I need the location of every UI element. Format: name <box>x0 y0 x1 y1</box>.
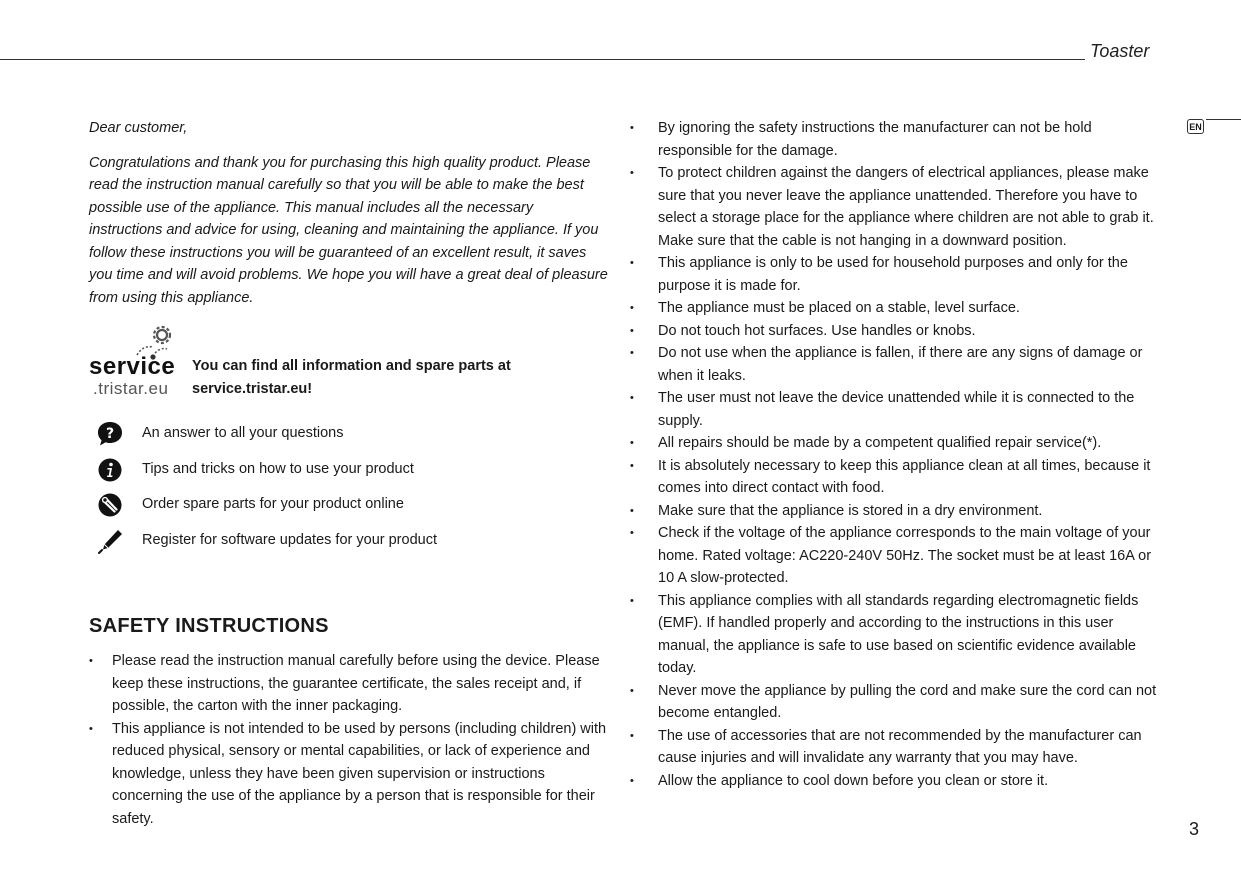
safety-item: • Never move the appliance by pulling the cord and make sure the cord can not become entangled. <box>630 680 1160 725</box>
page-number: 3 <box>1189 819 1200 839</box>
pen-icon <box>97 528 123 554</box>
safety-item: • The user must not leave the device unattended while it is connected to the supply. <box>630 387 1160 432</box>
safety-list-right <box>630 117 1160 792</box>
safety-item: • Do not touch hot surfaces. Use handles or knobs. <box>630 320 1160 343</box>
service-block <box>89 321 609 421</box>
safety-list-left <box>89 650 609 830</box>
language-badge: EN <box>1187 119 1204 134</box>
safety-item: • By ignoring the safety instructions the manufacturer can not be hold responsible for the damage. <box>630 117 1160 162</box>
feature-item <box>89 528 609 564</box>
feature-item <box>89 457 609 493</box>
greeting: Dear customer, <box>89 120 188 136</box>
safety-item: • Do not use when the appliance is fallen, if there are any signs of damage or when it leaks. <box>630 342 1160 387</box>
service-info-link[interactable]: service.tristar.eu! <box>192 381 313 397</box>
feature-list <box>89 421 609 563</box>
safety-item: • The use of accessories that are not recommended by the manufacturer can cause injuries and will invalidate any warranty that you may have. <box>630 725 1160 770</box>
intro-paragraph: Congratulations and thank you for purchasing this high quality product. Please read the instruction manual carefully so that you will be able to make the best possible use of the appliance. This manual includes all the necessary instructions and advice for using, cleaning and maintaining the appliance. If you follow these instructions you will be guaranteed of an excellent result, it saves you time and will avoid problems. We hope you will have a great deal of pleasure from using this appliance. <box>89 154 608 306</box>
safety-item: • The appliance must be placed on a stable, level surface. <box>630 297 1160 320</box>
left-column <box>89 117 609 830</box>
safety-item: • To protect children against the dangers of electrical appliances, please make sure that you never leave the appliance unattended. Therefore you have to select a storage place for the appliance where children are not able to grab it. Make sure that the cable is not hanging in a downward position. <box>630 162 1160 252</box>
svg-text:?: ? <box>105 426 115 442</box>
safety-item: • Check if the voltage of the appliance corresponds to the main voltage of your home. Rated voltage: AC220-240V 50Hz. The socket must be at least 16A or 10 A slow-protected. <box>630 522 1160 590</box>
safety-item: • This appliance is only to be used for household purposes and only for the purpose it is made for. <box>630 252 1160 297</box>
language-rule <box>1206 119 1241 120</box>
feature-item <box>89 421 609 457</box>
safety-item: • This appliance is not intended to be used by persons (including children) with reduced physical, sensory or mental capabilities, or lack of experience and knowledge, unless they have been given supervision or instructions concerning the use of the appliance by a person that is responsible for their safety. <box>89 718 609 831</box>
safety-item: • All repairs should be made by a competent qualified repair service(*). <box>630 432 1160 455</box>
safety-item: • This appliance complies with all standards regarding electromagnetic fields (EMF). If handled properly and according to the instructions in this user manual, the appliance is safe to use based on scientific evidence available today. <box>630 590 1160 680</box>
safety-item: • It is absolutely necessary to keep this appliance clean at all times, because it comes into direct contact with food. <box>630 455 1160 500</box>
wrench-icon <box>97 492 123 518</box>
section-title: SAFETY INSTRUCTIONS <box>89 615 329 637</box>
service-info-text <box>192 355 592 401</box>
feature-item <box>89 492 609 528</box>
question-icon <box>97 421 123 447</box>
safety-item: • Allow the appliance to cool down before you clean or store it. <box>630 770 1160 793</box>
service-logo-domain: .tristar.eu <box>93 379 169 398</box>
feature-label: Order spare parts for your product online <box>142 496 404 512</box>
feature-label: Tips and tricks on how to use your product <box>142 460 414 477</box>
header-rule <box>0 59 1085 60</box>
info-icon <box>97 457 123 483</box>
safety-item: • Make sure that the appliance is stored in a dry environment. <box>630 500 1160 523</box>
service-logo-word: service <box>89 353 176 380</box>
safety-item: • Please read the instruction manual carefully before using the device. Please keep these instructions, the guarantee certificate, the sales receipt and, if possible, the carton with the inner packaging. <box>89 650 609 718</box>
service-logo <box>89 325 189 401</box>
page-header-title: Toaster <box>1090 41 1150 61</box>
feature-label: Register for software updates for your product <box>142 531 437 548</box>
service-info-line-1: You can find all information and spare parts at <box>192 358 511 374</box>
right-column <box>630 117 1160 792</box>
feature-label: An answer to all your questions <box>142 425 344 441</box>
